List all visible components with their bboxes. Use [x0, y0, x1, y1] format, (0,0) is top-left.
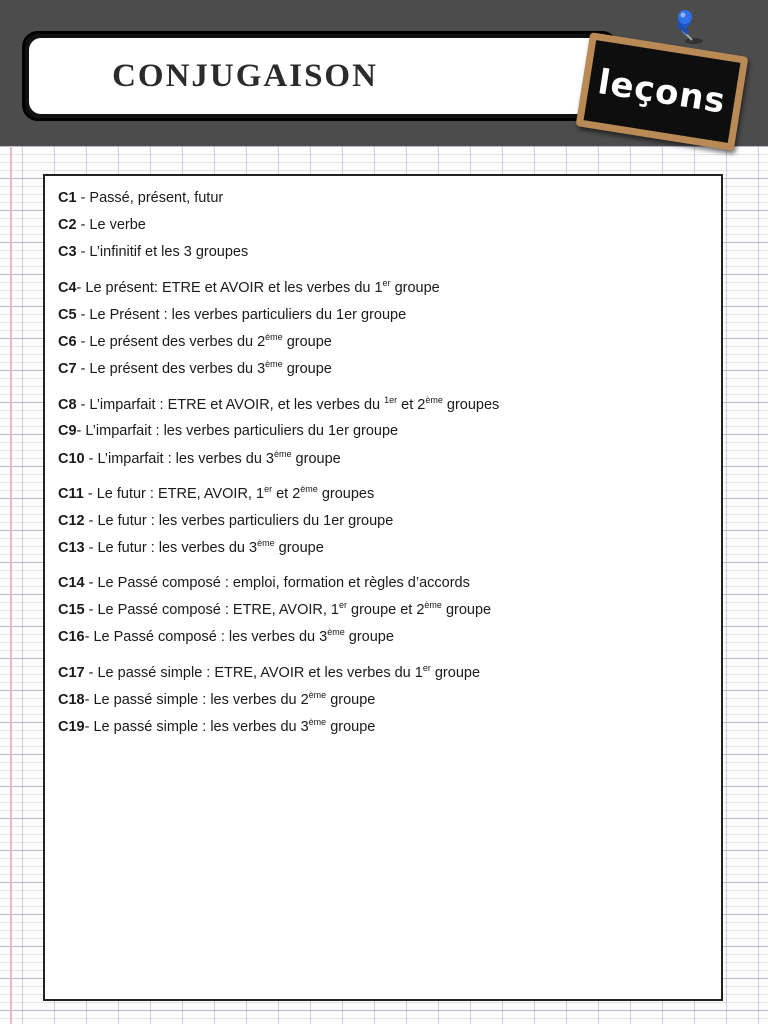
lesson-superscript: ème	[274, 449, 292, 459]
chalkboard-badge	[576, 32, 749, 151]
lesson-text: - Le futur : les verbes du 3	[84, 540, 258, 556]
lesson-superscript: ème	[327, 627, 345, 637]
lesson-text: - L’imparfait : les verbes particuliers du 1er groupe	[76, 423, 399, 439]
lesson-text: - Le passé simple : les verbes du 2	[84, 692, 309, 708]
lesson-code: C7	[58, 361, 77, 377]
chalkboard-surface	[584, 40, 741, 143]
lesson-text: - Passé, présent, futur	[76, 190, 224, 206]
lesson-code: C11	[58, 486, 84, 502]
lesson-item-c9	[58, 422, 398, 440]
lesson-item-c5	[58, 306, 406, 324]
page-title: CONJUGAISON	[112, 57, 378, 94]
pushpin-icon	[668, 8, 712, 46]
lesson-code: C4	[58, 280, 77, 296]
lesson-text: groupes	[442, 397, 500, 413]
lesson-item-c7	[58, 360, 332, 378]
lesson-text: - Le Passé composé : ETRE, AVOIR, 1	[84, 602, 339, 618]
lesson-code: C9	[58, 423, 77, 439]
lesson-superscript: ème	[265, 359, 283, 369]
lesson-code: C17	[58, 665, 85, 681]
lesson-text: groupe	[390, 280, 440, 296]
lesson-code: C12	[58, 513, 85, 529]
lesson-text: groupe et 2	[347, 602, 425, 618]
lesson-text: groupe	[282, 361, 332, 377]
lesson-text: et 2	[397, 397, 426, 413]
lesson-item-c16	[58, 628, 394, 646]
lesson-text: groupe	[326, 692, 376, 708]
lesson-code: C13	[58, 540, 85, 556]
lesson-text: groupe	[430, 665, 481, 681]
lesson-code: C18	[58, 692, 85, 708]
lesson-text: - Le futur : les verbes particuliers du 1er groupe	[84, 513, 394, 529]
lesson-text: - Le présent des verbes du 2	[76, 334, 266, 350]
lesson-code: C19	[58, 719, 85, 735]
lesson-text: - Le passé simple : les verbes du 3	[84, 719, 309, 735]
lesson-text: - L’imparfait : ETRE et AVOIR, et les verbes du	[76, 397, 385, 413]
lesson-superscript: ème	[308, 717, 327, 727]
lesson-code: C3	[58, 244, 77, 260]
lesson-superscript: er	[382, 278, 391, 288]
lesson-text: groupe	[326, 719, 376, 735]
lesson-item-c19	[58, 718, 375, 736]
lesson-item-c10	[58, 450, 341, 468]
lesson-text: groupe	[274, 540, 324, 556]
lesson-text: - Le Passé composé : emploi, formation et règles d’accords	[84, 575, 470, 591]
title-frame	[22, 31, 618, 121]
lesson-text: - L’imparfait : les verbes du 3	[84, 451, 275, 467]
lesson-superscript: er	[422, 663, 431, 673]
lesson-item-c2	[58, 216, 146, 234]
lesson-code: C5	[58, 307, 77, 323]
lesson-superscript: ème	[424, 600, 442, 610]
lesson-item-c18	[58, 691, 375, 709]
lesson-superscript: ème	[257, 538, 275, 548]
lesson-superscript: 1er	[384, 395, 398, 405]
lesson-superscript: er	[264, 484, 273, 494]
lesson-superscript: er	[339, 600, 348, 610]
title-panel	[29, 38, 611, 114]
lesson-code: C14	[58, 575, 85, 591]
lesson-text: - Le présent des verbes du 3	[76, 361, 266, 377]
lesson-superscript: ème	[300, 484, 318, 494]
lesson-text: - Le passé simple : ETRE, AVOIR et les verbes du 1	[84, 665, 423, 681]
lesson-code: C10	[58, 451, 85, 467]
lesson-code: C6	[58, 334, 77, 350]
lesson-code: C2	[58, 217, 77, 233]
lesson-item-c1	[58, 189, 223, 207]
lesson-text: et 2	[272, 486, 301, 502]
lesson-text: groupe	[441, 602, 492, 618]
lesson-text: - Le Passé composé : les verbes du 3	[84, 629, 328, 645]
lesson-text: groupes	[317, 486, 375, 502]
badge-label: leçons	[595, 61, 729, 122]
lesson-item-c14	[58, 574, 470, 592]
lesson-text: - Le futur : ETRE, AVOIR, 1	[83, 486, 265, 502]
lesson-text: - Le Présent : les verbes particuliers du 1er groupe	[76, 307, 407, 323]
lesson-code: C1	[58, 190, 77, 206]
lesson-item-c17	[58, 664, 480, 682]
lesson-superscript: ème	[265, 332, 283, 342]
lesson-superscript: ème	[308, 690, 327, 700]
lesson-item-c15	[58, 601, 491, 619]
lesson-list-panel	[43, 174, 723, 1001]
lesson-item-c4	[58, 279, 440, 297]
lesson-item-c12	[58, 512, 393, 530]
lesson-item-c11	[58, 485, 374, 503]
lesson-item-c13	[58, 539, 324, 557]
lesson-text: - L’infinitif et les 3 groupes	[76, 244, 249, 260]
lesson-text: groupe	[344, 629, 394, 645]
lesson-superscript: ème	[425, 395, 443, 405]
lesson-item-c8	[58, 396, 499, 414]
lesson-code: C15	[58, 602, 85, 618]
lesson-text: - Le verbe	[76, 217, 146, 233]
lesson-text: - Le présent: ETRE et AVOIR et les verbes du 1	[76, 280, 383, 296]
header-banner	[0, 0, 768, 146]
lesson-code: C8	[58, 397, 77, 413]
lesson-item-c3	[58, 243, 248, 261]
lesson-text: groupe	[291, 451, 341, 467]
lesson-item-c6	[58, 333, 332, 351]
lesson-code: C16	[58, 629, 85, 645]
lesson-text: groupe	[282, 334, 332, 350]
